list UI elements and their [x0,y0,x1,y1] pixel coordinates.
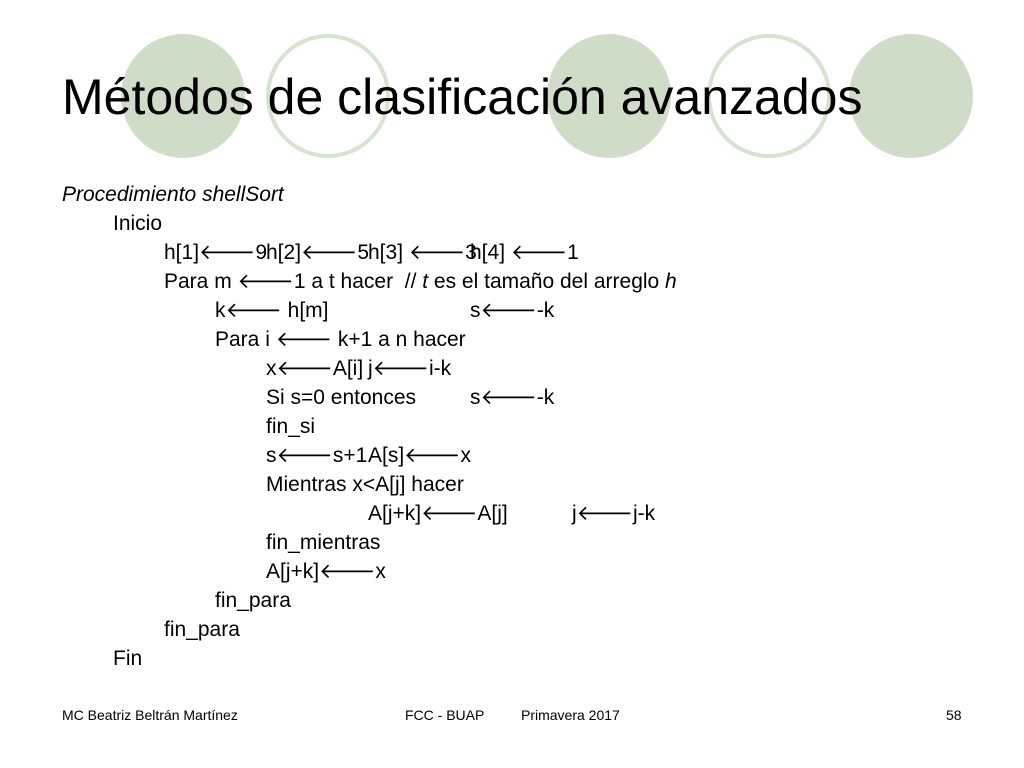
code-text: h[4] 🡐1 [470,241,579,264]
code-text: Si s=0 entonces [266,386,417,409]
code-text: s🡐-k [470,299,555,322]
code-text: fin_mientras [266,531,381,554]
code-text: es el tamaño del arreglo [428,270,666,293]
code-text: Para i 🡐 k+1 a n hacer [215,328,466,351]
code-text: fin_si [266,415,316,438]
footer-institution: FCC - BUAP [405,707,485,723]
code-text: A[j+k]🡐A[j] [368,502,508,525]
code-italic: h [665,270,677,293]
footer-author: MC Beatriz Beltrán Martínez [62,707,238,723]
code-text: fin_para [164,618,240,641]
code-text: h[2]🡐5 [266,241,370,264]
code-text: k🡐 h[m] [215,299,329,322]
code-italic: t [422,270,429,293]
code-text: h[1]🡐9 [164,241,268,264]
code-text: Para m 🡐1 a t hacer // [164,270,423,293]
code-text: Inicio [113,212,163,235]
code-text: A[j+k]🡐x [266,560,386,583]
code-text: j🡐j-k [572,502,656,525]
code-text: h[3] 🡐3 [368,241,477,264]
code-text: Fin [113,647,143,670]
footer-term: Primavera 2017 [521,707,620,723]
code-text: s🡐-k [470,386,555,409]
code-text: A[s]🡐x [368,444,471,467]
code-text: s🡐s+1 [266,444,368,467]
code-text: Mientras x<A[j] hacer [266,473,464,496]
code-text: x🡐A[i] [266,357,364,380]
footer-page-number: 58 [946,707,962,723]
code-text [164,267,677,296]
slide-title: Métodos de clasificación avanzados [62,69,863,125]
procedure-header: Procedimiento shellSort [62,183,284,206]
filled-circle [849,34,973,158]
code-text: fin_para [215,589,291,612]
code-text: j🡐i-k [368,357,452,380]
